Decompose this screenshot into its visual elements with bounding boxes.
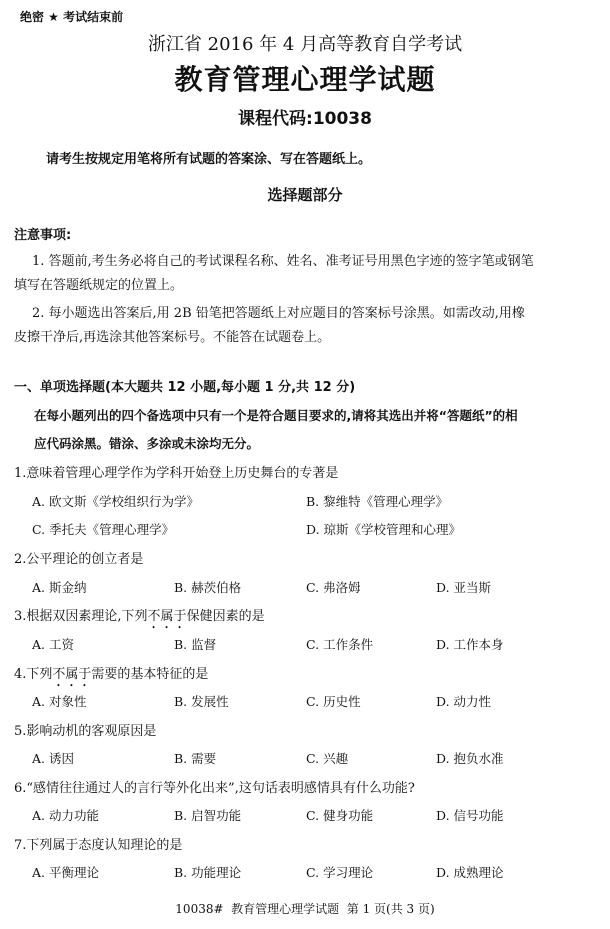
question-4-option-a: A. 对象性 [32, 694, 87, 709]
question-1: 1.意味着管理心理学作为学科开始登上历史舞台的专著是 [14, 466, 339, 481]
question-2-option-c: C. 弗洛姆 [306, 580, 361, 595]
answer-notice: 请考生按规定用笔将所有试题的答案涂、写在答题纸上。 [46, 152, 372, 167]
course-code: 课程代码:10038 [238, 109, 372, 129]
question-4-option-b: B. 发展性 [174, 694, 229, 709]
note-1-line-1: 1. 答题前,考生务必将自己的考试课程名称、姓名、准考证号用黑色字迹的签字笔或钢笔 [32, 254, 534, 269]
page-title: 教育管理心理学试题 [174, 63, 436, 96]
question-2: 2.公平理论的创立者是 [14, 552, 144, 567]
question-1-option-d: D. 琼斯《学校管理和心理》 [306, 522, 462, 537]
question-4-suffix: 需要的基本特征的是 [91, 667, 209, 682]
question-4 [14, 663, 208, 690]
question-4-emphasis: 不属于 [52, 667, 92, 682]
part1-heading: 一、单项选择题(本大题共 12 小题,每小题 1 分,共 12 分) [14, 380, 356, 395]
page-footer: 10038# 教育管理心理学试题 第 1 页(共 3 页) [175, 902, 435, 916]
question-4-option-c: C. 历史性 [306, 694, 361, 709]
question-6: 6.“感情往往通过人的言行等外化出来”,这句话表明感情具有什么功能? [14, 781, 415, 796]
question-6-option-a: A. 动力功能 [32, 808, 99, 823]
question-4-prefix: 4.下列 [14, 667, 53, 682]
question-3 [14, 605, 265, 632]
question-7-option-a: A. 平衡理论 [32, 865, 99, 880]
question-6-option-b: B. 启智功能 [174, 808, 242, 823]
question-1-option-c: C. 季托夫《管理心理学》 [32, 522, 175, 537]
question-1-option-a: A. 欧文斯《学校组织行为学》 [32, 494, 199, 509]
note-1-line-2: 填写在答题纸规定的位置上。 [14, 278, 184, 293]
question-5: 5.影响动机的客观原因是 [14, 724, 157, 739]
note-2-line-1: 2. 每小题选出答案后,用 2B 铅笔把答题纸上对应题目的答案标号涂黑。如需改动,用橡 [32, 306, 525, 321]
question-2-option-a: A. 斯金纳 [32, 580, 87, 595]
question-2-option-b: B. 赫茨伯格 [174, 580, 242, 595]
question-5-option-d: D. 抱负水准 [436, 751, 504, 766]
question-5-option-c: C. 兴趣 [306, 751, 349, 766]
question-7-option-d: D. 成熟理论 [436, 865, 504, 880]
notes-heading: 注意事项: [14, 228, 72, 243]
question-5-option-a: A. 诱因 [32, 751, 74, 766]
part1-instruction-line-2: 应代码涂黑。错涂、多涂或未涂均无分。 [34, 436, 260, 451]
question-7: 7.下列属于态度认知理论的是 [14, 838, 183, 853]
question-6-option-c: C. 健身功能 [306, 808, 374, 823]
question-5-option-b: B. 需要 [174, 751, 217, 766]
question-7-option-b: B. 功能理论 [174, 865, 242, 880]
question-1-option-b: B. 黎维特《管理心理学》 [306, 494, 449, 509]
question-3-prefix: 3.根据双因素理论,下列 [14, 609, 148, 624]
exam-session-line: 浙江省 2016 年 4 月高等教育自学考试 [147, 34, 463, 55]
section-title: 选择题部分 [267, 186, 343, 204]
question-7-option-c: C. 学习理论 [306, 865, 374, 880]
question-3-emphasis: 不属于 [147, 609, 187, 624]
note-2-line-2: 皮擦干净后,再选涂其他答案标号。不能答在试题卷上。 [14, 330, 331, 345]
question-3-option-d: D. 工作本身 [436, 637, 504, 652]
question-6-option-d: D. 信号功能 [436, 808, 504, 823]
question-3-option-c: C. 工作条件 [306, 637, 374, 652]
question-3-suffix: 保健因素的是 [186, 609, 265, 624]
question-4-option-d: D. 动力性 [436, 694, 492, 709]
part1-instruction-line-1: 在每小题列出的四个备选项中只有一个是符合题目要求的,请将其选出并将“答题纸”的相 [34, 408, 518, 423]
question-3-option-b: B. 监督 [174, 637, 217, 652]
question-3-option-a: A. 工资 [32, 637, 74, 652]
question-2-option-d: D. 亚当斯 [436, 580, 492, 595]
confidential-mark: 绝密 ★ 考试结束前 [20, 10, 124, 24]
